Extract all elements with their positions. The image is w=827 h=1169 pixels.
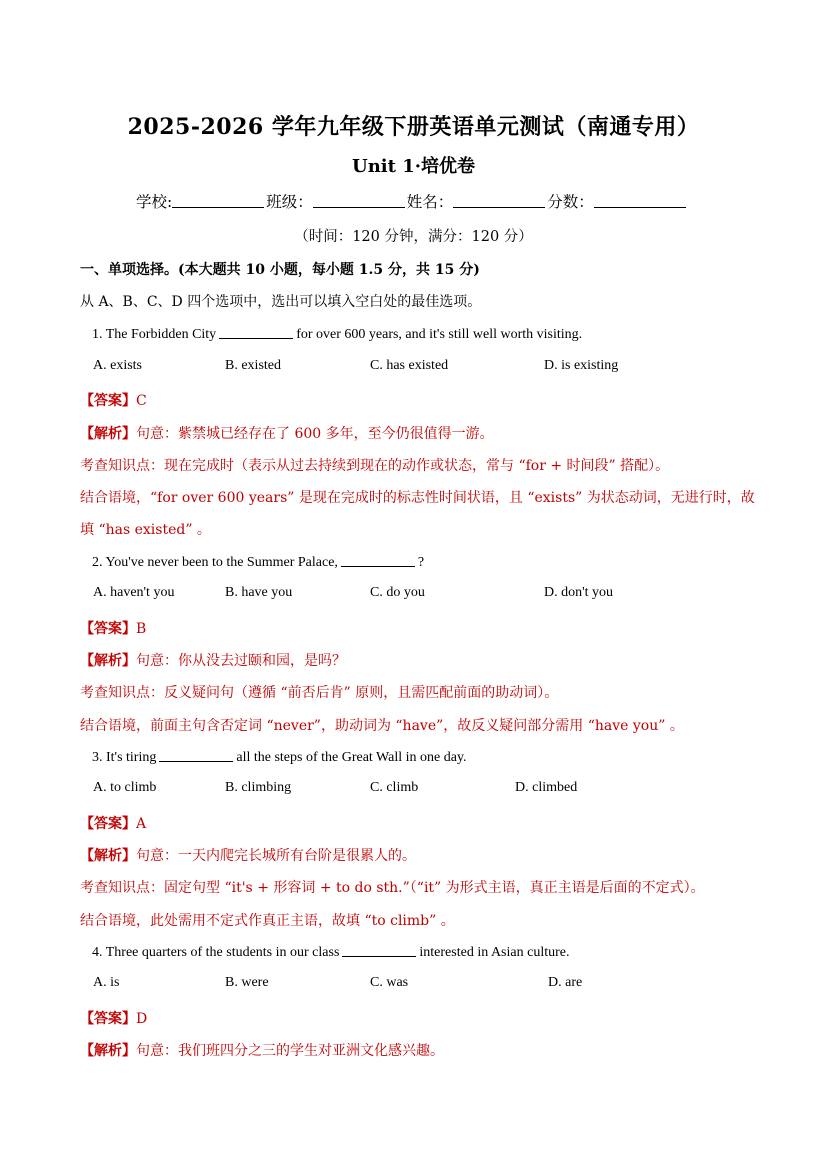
analysis-text: 句意：一天内爬完长城所有台阶是很累人的。 [136,848,416,864]
answer-blank [342,943,416,957]
stem-before: 2. You've never been to the Summer Palace, [92,555,338,570]
analysis-text: 句意：我们班四分之三的学生对亚洲文化感兴趣。 [136,1043,444,1059]
analysis-line [80,423,494,443]
school-label: 学校: [136,193,173,211]
stem-before: 4. Three quarters of the students in our class [92,945,340,960]
knowledge-line: 考查知识点：固定句型 “it's + 形容词 + to do sth.”（“it” 为形式主语，真正主语是后面的不定式）。 [80,880,705,896]
analysis-line [80,650,346,670]
unit-subtitle: Unit 1·培优卷 [352,156,475,177]
analysis-label: 【解析】 [80,1043,136,1059]
option-a: A. to climb [93,780,157,795]
score-blank [594,193,686,208]
question-3-stem [92,748,467,766]
stem-after: all the steps of the Great Wall in one day. [236,750,467,765]
section-instruction: 从 A、B、C、D 四个选项中，选出可以填入空白处的最佳选项。 [80,294,482,310]
option-d: D. are [548,975,583,990]
section-heading: 一、单项选择。(本大题共 10 小题，每小题 1.5 分，共 15 分) [80,262,480,278]
context-line: 结合语境，此处需用不定式作真正主语，故填 “to climb” 。 [80,913,455,929]
context-line: 结合语境，前面主句含否定词 “never”，助动词为 “have”，故反义疑问部分需用 “have you” 。 [80,718,684,734]
question-1-stem [92,325,582,343]
class-blank [313,193,405,208]
analysis-text: 句意：紫禁城已经存在了 600 多年，至今仍很值得一游。 [136,426,494,442]
context-line: 结合语境，“for over 600 years” 是现在完成时的标志性时间状语，且 “exists” 为状态动词，无进行时，故 [80,490,755,506]
answer-label: 【答案】 [80,1011,136,1027]
analysis-label: 【解析】 [80,848,136,864]
class-label: 班级： [266,193,313,211]
context-line-2: 填 “has existed” 。 [80,522,211,538]
option-a: A. haven't you [93,585,175,600]
answer-value: B [136,621,147,637]
option-a: A. is [93,975,120,990]
answer-line [80,813,146,833]
analysis-label: 【解析】 [80,426,136,442]
option-c: C. has existed [370,358,449,373]
answer-blank [219,325,293,339]
option-d: D. don't you [544,585,614,600]
option-c: C. do you [370,585,425,600]
answer-label: 【答案】 [80,393,136,409]
name-blank [453,193,545,208]
answer-line [80,618,146,638]
answer-line [80,390,147,410]
answer-blank [341,553,415,567]
answer-value: A [136,816,147,832]
stem-before: 3. It's tiring [92,750,157,765]
analysis-line [80,845,416,865]
page-title: 2025-2026 学年九年级下册英语单元测试（南通专用） [127,114,700,140]
stem-after: for over 600 years, and it's still well worth visiting. [296,327,583,342]
analysis-text: 句意：你从没去过颐和园，是吗？ [136,653,346,669]
score-label: 分数： [547,193,594,211]
option-d: D. climbed [515,780,578,795]
student-info-line [136,190,688,212]
stem-after: interested in Asian culture. [419,945,570,960]
option-b: B. existed [225,358,281,373]
answer-value: C [136,393,147,409]
name-label: 姓名： [406,193,454,211]
option-d: D. is existing [544,358,619,373]
option-c: C. was [370,975,409,990]
option-b: B. climbing [225,780,292,795]
knowledge-line: 考查知识点：现在完成时（表示从过去持续到现在的动作或状态，常与 “for + 时间段” 搭配）。 [80,458,670,474]
answer-blank [159,748,233,762]
option-c: C. climb [370,780,419,795]
answer-line [80,1008,147,1028]
option-b: B. have you [225,585,293,600]
knowledge-line: 考查知识点：反义疑问句（遵循 “前否后肯” 原则，且需匹配前面的助动词）。 [80,685,559,701]
answer-label: 【答案】 [80,621,136,637]
answer-label: 【答案】 [80,816,136,832]
time-note: （时间：120 分钟，满分：120 分） [294,229,533,245]
stem-after: ? [417,555,425,570]
option-b: B. were [225,975,269,990]
stem-before: 1. The Forbidden City [92,327,217,342]
option-a: A. exists [93,358,142,373]
answer-value: D [136,1011,148,1027]
analysis-line [80,1040,444,1060]
school-blank [172,193,264,208]
question-2-stem [92,553,424,571]
question-4-stem [92,943,569,961]
analysis-label: 【解析】 [80,653,136,669]
